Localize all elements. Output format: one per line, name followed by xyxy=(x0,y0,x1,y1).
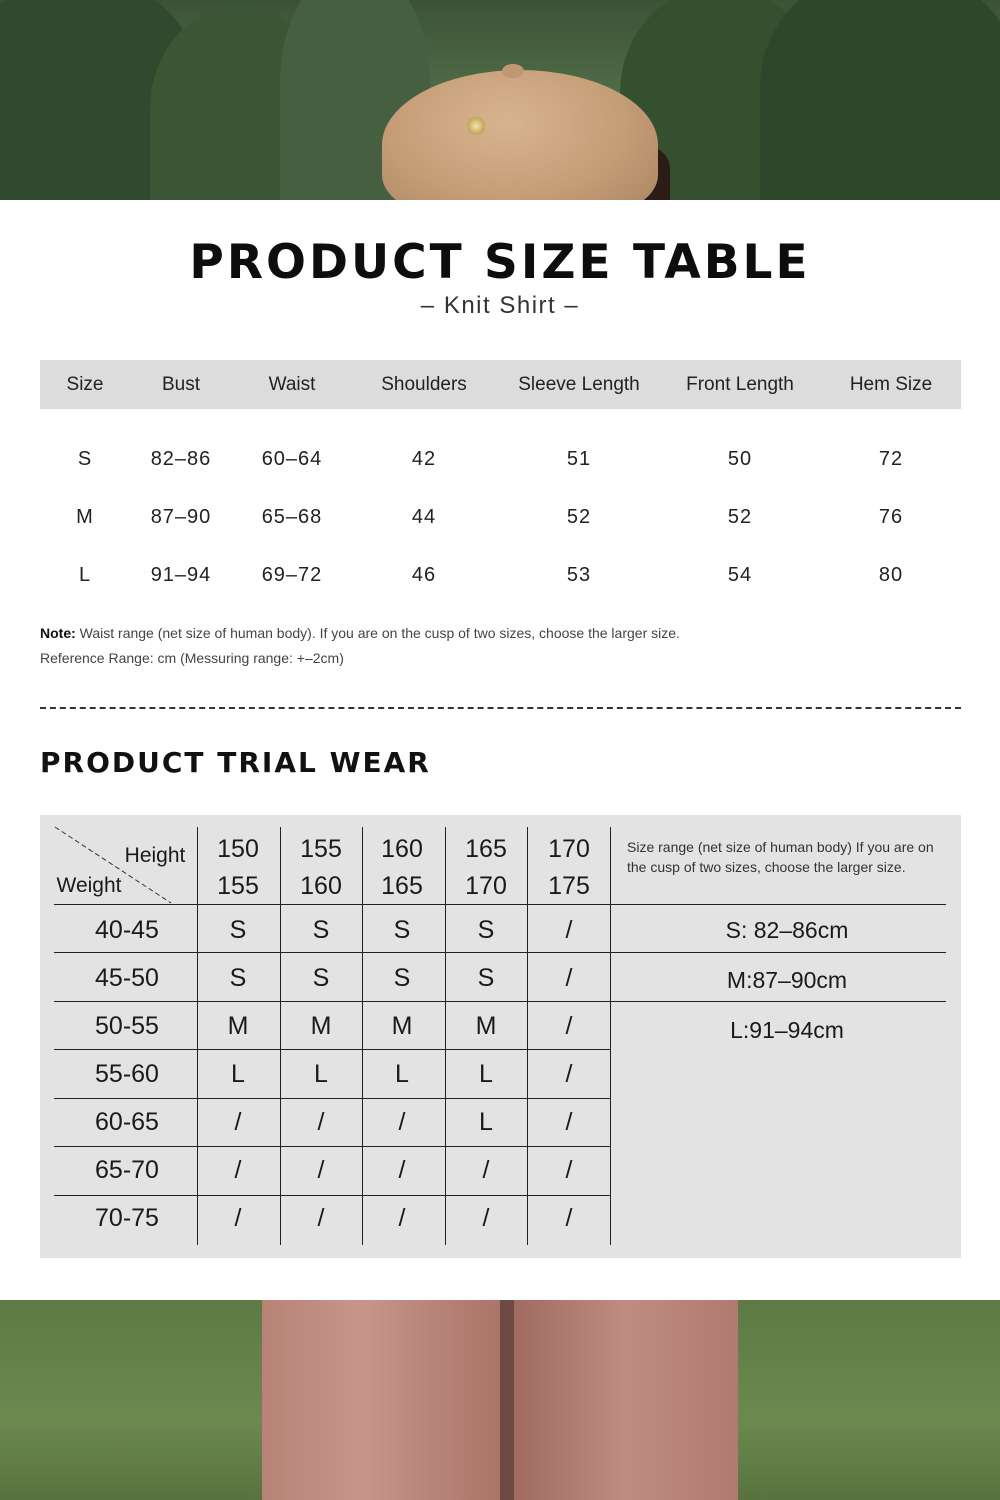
grid-cell: M xyxy=(310,1012,332,1040)
grid-cell: S xyxy=(229,916,247,944)
header-hem-size: Hem Size xyxy=(849,374,933,395)
grid-vline xyxy=(280,827,281,1245)
header-sleeve-length: Sleeve Length xyxy=(518,374,640,395)
height-bottom: 170 xyxy=(465,872,507,900)
cell-bust: 91–94 xyxy=(150,564,212,586)
bust-range: M:87–90cm xyxy=(726,967,848,993)
weight-label: 55-60 xyxy=(95,1060,159,1088)
cell-shoulders: 44 xyxy=(411,506,437,528)
grid-cell: / xyxy=(565,1156,573,1184)
bottom-photo xyxy=(0,1300,1000,1500)
grid-cell: / xyxy=(234,1108,242,1136)
grid-vline xyxy=(610,827,611,1245)
grid-cell: / xyxy=(398,1204,406,1232)
cell-sleeve-length: 53 xyxy=(566,564,592,586)
bust-range: L:91–94cm xyxy=(730,1017,844,1043)
grid-cell: / xyxy=(565,1204,573,1232)
section-divider xyxy=(40,707,961,709)
cell-front-length: 52 xyxy=(727,506,753,528)
pants-left-leg xyxy=(262,1300,512,1500)
grid-cell: / xyxy=(317,1204,325,1232)
height-top: 160 xyxy=(381,835,423,863)
header-front-length: Front Length xyxy=(686,374,794,395)
grid-cell: L xyxy=(231,1060,245,1088)
grid-hline xyxy=(54,1195,610,1196)
grid-cell: / xyxy=(565,1060,573,1088)
grid-cell: S xyxy=(312,964,330,992)
grid-cell: M xyxy=(227,1012,249,1040)
grid-cell: / xyxy=(234,1204,242,1232)
weight-label: 40-45 xyxy=(95,916,159,944)
table-row xyxy=(40,448,961,474)
weight-label: 45-50 xyxy=(95,964,159,992)
note-label: Note: xyxy=(40,625,76,641)
grid-cell: / xyxy=(482,1204,490,1232)
note-text: Waist range (net size of human body). If you are on the cusp of two sizes, choose the larger size. xyxy=(75,625,680,641)
cell-sleeve-length: 51 xyxy=(566,448,592,470)
header-size: Size xyxy=(66,374,104,395)
grid-cell: S xyxy=(477,964,495,992)
grid-cell: / xyxy=(565,916,573,944)
cell-size: M xyxy=(76,506,94,528)
grid-cell: L xyxy=(479,1060,493,1088)
grid-cell: S xyxy=(477,916,495,944)
cell-hem-size: 72 xyxy=(878,448,904,470)
grid-cell: M xyxy=(391,1012,413,1040)
weight-label: 65-70 xyxy=(95,1156,159,1184)
header-waist: Waist xyxy=(268,374,316,395)
height-top: 150 xyxy=(217,835,259,863)
grid-cell: / xyxy=(482,1156,490,1184)
grid-hline xyxy=(54,904,946,905)
height-bottom: 155 xyxy=(217,872,259,900)
cell-shoulders: 42 xyxy=(411,448,437,470)
pants-right-leg xyxy=(512,1300,738,1500)
grid-cell: S xyxy=(229,964,247,992)
cell-size: L xyxy=(78,564,92,586)
reference-range: Reference Range: cm (Messuring range: +–2cm) xyxy=(40,650,344,666)
size-table-header xyxy=(40,360,961,409)
size-note xyxy=(40,625,680,641)
height-top: 170 xyxy=(548,835,590,863)
height-top: 165 xyxy=(465,835,507,863)
grid-hline xyxy=(54,1001,946,1002)
table-row xyxy=(40,564,961,590)
bust-range: S: 82–86cm xyxy=(725,917,849,943)
grid-cell: L xyxy=(479,1108,493,1136)
height-bottom: 160 xyxy=(300,872,342,900)
header-shoulders: Shoulders xyxy=(381,374,467,395)
cell-front-length: 54 xyxy=(727,564,753,586)
size-range-note: Size range (net size of human body) If you are on the cusp of two sizes, choose the larger size. xyxy=(627,839,934,875)
grid-vline xyxy=(445,827,446,1245)
grid-cell: S xyxy=(312,916,330,944)
grid-cell: / xyxy=(565,964,573,992)
beret-pin xyxy=(467,117,485,135)
grid-cell: / xyxy=(398,1108,406,1136)
cell-hem-size: 76 xyxy=(878,506,904,528)
beret-image xyxy=(382,70,658,220)
grid-cell: L xyxy=(314,1060,328,1088)
cell-size: S xyxy=(77,448,93,470)
cell-shoulders: 46 xyxy=(411,564,437,586)
cell-waist: 65–68 xyxy=(261,506,323,528)
grid-cell: / xyxy=(398,1156,406,1184)
cell-waist: 60–64 xyxy=(261,448,323,470)
cell-hem-size: 80 xyxy=(878,564,904,586)
grid-vline xyxy=(362,827,363,1245)
height-bottom: 175 xyxy=(548,872,590,900)
header-bust: Bust xyxy=(161,374,201,395)
grid-hline xyxy=(54,952,946,953)
height-bottom: 165 xyxy=(381,872,423,900)
table-row xyxy=(40,506,961,532)
page-title: PRODUCT SIZE TABLE xyxy=(189,235,811,290)
grid-cell: L xyxy=(395,1060,409,1088)
cell-sleeve-length: 52 xyxy=(566,506,592,528)
grid-hline xyxy=(54,1049,610,1050)
corner-height-label: Height xyxy=(124,844,186,867)
grid-cell: M xyxy=(475,1012,497,1040)
cell-front-length: 50 xyxy=(727,448,753,470)
trial-wear-table xyxy=(40,815,961,1258)
trial-wear-title: PRODUCT TRIAL WEAR xyxy=(40,746,431,779)
grid-cell: S xyxy=(393,964,411,992)
grid-cell: / xyxy=(565,1108,573,1136)
grid-cell: / xyxy=(234,1156,242,1184)
grid-cell: / xyxy=(317,1108,325,1136)
height-top: 155 xyxy=(300,835,342,863)
cell-bust: 82–86 xyxy=(150,448,212,470)
weight-label: 60-65 xyxy=(95,1108,159,1136)
grid-vline xyxy=(527,827,528,1245)
cell-waist: 69–72 xyxy=(261,564,323,586)
grid-hline xyxy=(54,1098,610,1099)
weight-label: 50-55 xyxy=(95,1012,159,1040)
grid-cell: / xyxy=(565,1012,573,1040)
grid-cell: / xyxy=(317,1156,325,1184)
weight-label: 70-75 xyxy=(95,1204,159,1232)
pants-gap xyxy=(500,1300,514,1500)
beret-nub xyxy=(502,64,524,78)
grid-cell: S xyxy=(393,916,411,944)
corner-weight-label: Weight xyxy=(56,874,122,897)
grid-vline xyxy=(197,827,198,1245)
corner-diagonal xyxy=(53,823,213,913)
cell-bust: 87–90 xyxy=(150,506,212,528)
grid-hline xyxy=(54,1146,610,1147)
page-subtitle: – Knit Shirt – xyxy=(420,292,580,319)
